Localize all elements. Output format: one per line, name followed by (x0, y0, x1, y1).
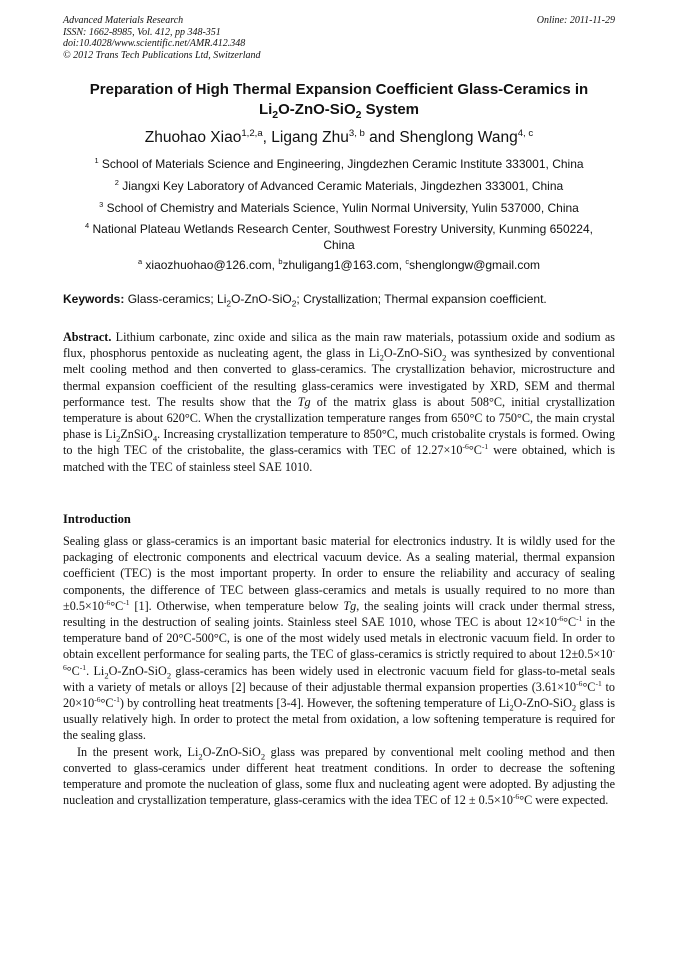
affiliation-2: $^2$ Jiangxi Key Laboratory of Advanced Ceramic Materials, Jingdezhen 333001, China (114, 178, 564, 193)
title-line-2: $Li_2O-ZnO-SiO_2$ System (258, 101, 420, 121)
email-line: $^a$ xiaozhuohao@126.com, $^b$zhuligang1@163.com, $^c$shenglongw@gmail.com (137, 257, 541, 272)
author-name: Ligang Zhu (271, 129, 349, 146)
affiliation-1: $^1$ School of Materials Science and Engineering, Jingdezhen Ceramic Institute 333001, China (94, 156, 584, 171)
keywords-label: Keywords: (63, 292, 125, 306)
paper-title (40, 80, 638, 120)
abstract: Abstract. Lithium carbonate, zinc oxide and silica as the main raw materials, potassium oxide and sodium as flux, phosphorus pentoxide as nucleating agent, the glass in $Li_2O-ZnO-SiO_2$ was synthesized by conventional melt cooling method and then converted to glass-ceramics. The crystallization behavior, microstructure and thermal expansion coefficient of the resulting glass-ceramics were investigated by XRD, SEM and thermal performance test. The results show that the Tg of the matrix glass is about 508°C, initial crystallization temperature is about 620°C. When the crystallization temperature ranges from 650°C to 750°C, the main crystal phase is $Li_2ZnSiO_4$. Increasing crystallization temperature to 850°C, much cristobalite crystals is formed. Owing to the high TEC of the cristobalite, the glass-ceramics with TEC of $12.27\times 10^{-6}^\circ C^{-1}$ were obtained, which is matched with the TEC of stainless steel SAE 1010. (63, 330, 616, 474)
title-line-1: Preparation of High Thermal Expansion Coefficient Glass-Ceramics in (89, 81, 589, 98)
journal-name: Advanced Materials Research (63, 15, 184, 26)
doi-line: doi:10.4028/www.scientific.net/AMR.412.348 (63, 38, 246, 49)
author-name: Zhuohao Xiao (144, 129, 242, 146)
author-name: Shenglong Wang (399, 129, 518, 146)
affiliation-3: $^3$ School of Chemistry and Materials Science, Yulin Normal University, Yulin 537000, China (99, 200, 579, 215)
abstract-label: Abstract. (63, 330, 112, 344)
copyright-line: © 2012 Trans Tech Publications Ltd, Switzerland (63, 49, 261, 61)
keywords: Keywords: Glass-ceramics; $Li_2O-ZnO-SiO_2$; Crystallization; Thermal expansion coefficient. (63, 292, 547, 309)
running-header (63, 15, 615, 61)
author-list: Zhuohao Xiao$^{1,2,a}$, Ligang Zhu$^{3, b}$ and Shenglong Wang$^{4, c}$ (144, 127, 534, 146)
paragraph: In the present work, $Li_2O-ZnO-SiO_2$ glass was prepared by conventional melt cooling method and then converted to glass-ceramics under different heat treatment conditions. In order to decrease the softening temperature and promote the nucleation of glass, some flux and nucleating agent were adopted. By adjusting the nucleation and crystallization temperature, glass-ceramics with the idea TEC of $12 \pm 0.5\times 10^{-6}^\circ C$ were expected. (63, 744, 615, 808)
affiliation-4: $^4$ National Plateau Wetlands Research Center, Southwest Forestry University, Kunming 650224, China (85, 221, 593, 252)
online-date: Online: 2011-11-29 (536, 15, 615, 26)
paragraph: Sealing glass or glass-ceramics is an important basic material for electronics industry. It is wildly used for the packaging of electronic components and electrical vacuum device. As a sealing material, thermal expansion coefficient (TEC) is the most important property. In order to ensure the reliability and accuracy of sealing components, the difference of TEC between glass-ceramics and metals is usually required to no more than $\pm 0.5\times 10^{-6}^\circ C^{-1}$ [1]. Otherwise, when temperature below Tg, the sealing joints will crack under thermal stress, resulting in the destruction of sealing joints. Stainless steel SAE 1010, whose TEC is about $12\times 10^{-6}^\circ C^{-1}$ in the temperature band of 20°C-500°C, is one of the most widely used metals in electronic vacuum field. In order to obtain excellent performance for sealing parts, the TEC of glass-ceramics is strictly required to about $12\pm 0.5\times 10^{-6}^\circ C^{-1}$. $Li_2O-ZnO-SiO_2$ glass-ceramics has been widely used in electronic vacuum field for glass-to-metal seals with a variety of metals or alloys [2] because of their adjustable thermal expansion properties ($3.61\times 10^{-6}^\circ C^{-1}$ to $20\times 10^{-6}^\circ C^{-1}$) by controlling heat treatments [3-4]. However, the softening temperature of $Li_2O-ZnO-SiO_2$ glass is usually relatively high. In order to protect the metal from oxidation, a low softening temperature is required for the sealing glass. (63, 534, 615, 743)
issn-line: ISSN: 1662-8985, Vol. 412, pp 348-351 (63, 26, 221, 38)
introduction-heading: Introduction (63, 512, 131, 526)
introduction-body (63, 533, 615, 808)
